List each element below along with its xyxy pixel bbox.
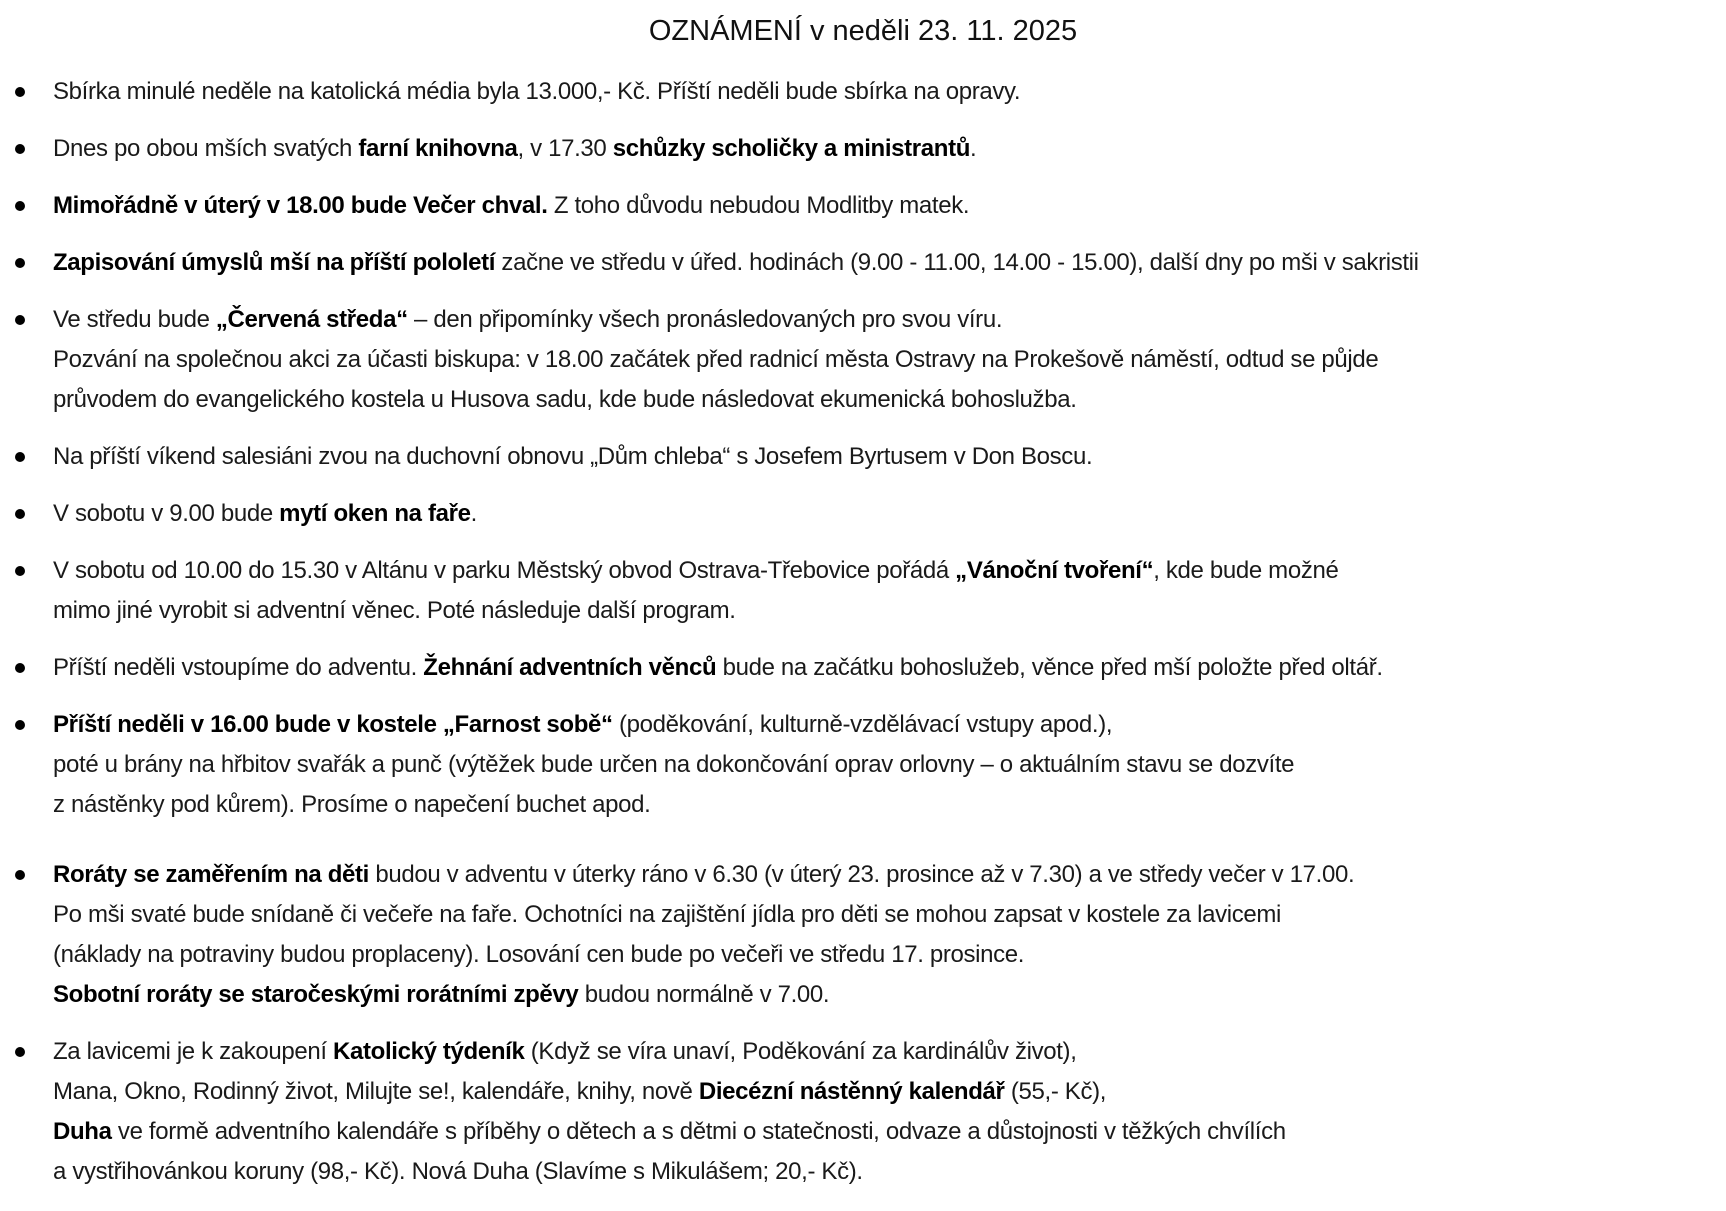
text: Příští neděli vstoupíme do adventu. [53, 654, 424, 681]
bold-text: Sobotní roráty se staročeskými rorátními zpěvy [53, 981, 579, 1008]
bold-text: Mimořádně v úterý v 18.00 bude Večer chval. [53, 192, 548, 219]
bullet-icon [15, 566, 25, 576]
announcement-line [53, 72, 1720, 112]
text: budou normálně v 7.00. [578, 981, 830, 1008]
text: (Když se víra unaví, Poděkování za kardinálův život), [524, 1038, 1077, 1065]
announcement-line [53, 591, 1720, 631]
announcement-list [0, 72, 1726, 1209]
bold-text: mytí oken na faře [279, 500, 471, 527]
bold-text: schůzky scholičky a ministrantů [612, 135, 971, 162]
announcement-item [0, 129, 1726, 169]
announcement-line [53, 975, 1720, 1015]
text: ve formě adventního kalendáře s příběhy o dětech a s dětmi o statečnosti, odvaze a důstojnosti v těžkých chvílích [111, 1118, 1286, 1145]
bullet-icon [15, 201, 25, 211]
bullet-icon [15, 144, 25, 154]
bold-text: Žehnání adventních věnců [423, 654, 717, 681]
text: . [470, 500, 477, 527]
announcement-line [53, 745, 1720, 785]
page-title: OZNÁMENÍ v neděli 23. 11. 2025 [648, 15, 1078, 47]
text: z nástěnky pod kůrem). Prosíme o napečení buchet apod. [53, 791, 651, 818]
bullet-icon [15, 720, 25, 730]
text: Pozvání na společnou akci za účasti biskupa: v 18.00 začátek před radnicí města Ostravy na Prokešově náměstí, odtud se půjde [53, 346, 1379, 373]
text: poté u brány na hřbitov svařák a punč (výtěžek bude určen na dokončování oprav orlovny – o aktuálním stavu se dozvíte [53, 751, 1295, 778]
bold-text: Příští neděli v 16.00 bude v kostele „Farnost sobě“ [53, 711, 613, 738]
text: (náklady na potraviny budou proplaceny). Losování cen bude po večeři ve středu 17. prosince. [53, 941, 1025, 968]
bold-text: „Červená středa“ [215, 306, 408, 333]
announcement-line [53, 129, 1720, 169]
text: mimo jiné vyrobit si adventní věnec. Poté následuje další program. [53, 597, 736, 624]
announcement-item [0, 551, 1726, 631]
bullet-icon [15, 452, 25, 462]
bold-text: Zapisování úmyslů mší na příští pololetí [53, 249, 496, 276]
announcement-line [53, 551, 1720, 591]
announcement-item [0, 1032, 1726, 1192]
text: Ve středu bude [53, 306, 216, 333]
announcement-item [0, 186, 1726, 226]
announcement-item [0, 72, 1726, 112]
text: Dnes po obou mších svatých [53, 135, 359, 162]
announcement-item [0, 705, 1726, 825]
announcement-item [0, 648, 1726, 688]
text: (55,- Kč), [1004, 1078, 1107, 1105]
text: Z toho důvodu nebudou Modlitby matek. [547, 192, 970, 219]
announcement-line [53, 1072, 1720, 1112]
announcement-line [53, 186, 1720, 226]
announcement-line [53, 437, 1720, 477]
announcement-item [0, 855, 1726, 1015]
text: (poděkování, kulturně-vzdělávací vstupy apod.), [612, 711, 1113, 738]
text: a vystřihovánkou koruny (98,- Kč). Nová Duha (Slavíme s Mikulášem; 20,- Kč). [53, 1158, 863, 1185]
text: bude na začátku bohoslužeb, věnce před mší položte před oltář. [716, 654, 1383, 681]
text: – den připomínky všech pronásledovaných pro svou víru. [407, 306, 1003, 333]
bold-text: Duha [53, 1118, 112, 1145]
announcement-line [53, 1152, 1720, 1192]
bullet-icon [15, 87, 25, 97]
announcement-item [0, 437, 1726, 477]
announcement-line [53, 895, 1720, 935]
text: Mana, Okno, Rodinný život, Milujte se!, kalendáře, knihy, nově [53, 1078, 699, 1105]
bullet-icon [15, 1047, 25, 1057]
announcement-line [53, 648, 1720, 688]
text: , kde bude možné [1153, 557, 1339, 584]
announcement-line [53, 705, 1720, 745]
text: průvodem do evangelického kostela u Husova sadu, kde bude následovat ekumenická bohoslužba. [53, 386, 1077, 413]
text: V sobotu v 9.00 bude [53, 500, 280, 527]
announcement-line [53, 340, 1720, 380]
bold-text: Katolický týdeník [333, 1038, 525, 1065]
announcement-line [53, 494, 1720, 534]
bullet-icon [15, 258, 25, 268]
bullet-icon [15, 870, 25, 880]
announcement-item [0, 243, 1726, 283]
text: V sobotu od 10.00 do 15.30 v Altánu v parku Městský obvod Ostrava-Třebovice pořádá [53, 557, 956, 584]
bold-text: Diecézní nástěnný kalendář [698, 1078, 1005, 1105]
announcement-line [53, 785, 1720, 825]
text: Na příští víkend salesiáni zvou na duchovní obnovu „Dům chleba“ s Josefem Byrtusem v Don Boscu. [53, 443, 1093, 470]
bold-text: farní knihovna [358, 135, 518, 162]
text: Sbírka minulé neděle na katolická média byla 13.000,- Kč. Příští neděli bude sbírka na opravy. [53, 78, 1021, 105]
announcement-line [53, 243, 1720, 283]
text: začne ve středu v úřed. hodinách (9.00 - 11.00, 14.00 - 15.00), další dny po mši v sakristii [495, 249, 1419, 276]
text: Za lavicemi je k zakoupení [53, 1038, 334, 1065]
announcement-line [53, 1112, 1720, 1152]
bold-text: Roráty se zaměřením na děti [53, 861, 370, 888]
text: budou v adventu v úterky ráno v 6.30 (v úterý 23. prosince až v 7.30) a ve středy večer v 17.00. [369, 861, 1355, 888]
text: Po mši svaté bude snídaně či večeře na faře. Ochotníci na zajištění jídla pro děti se mohou zapsat v kostele za lavicemi [53, 901, 1281, 928]
bold-text: „Vánoční tvoření“ [955, 557, 1154, 584]
bullet-icon [15, 663, 25, 673]
announcement-line [53, 935, 1720, 975]
announcement-line [53, 1032, 1720, 1072]
announcement-item [0, 300, 1726, 420]
announcement-line [53, 855, 1720, 895]
announcement-line [53, 300, 1720, 340]
announcement-line [53, 380, 1720, 420]
bullet-icon [15, 509, 25, 519]
text: . [970, 135, 977, 162]
announcement-item [0, 494, 1726, 534]
bullet-icon [15, 315, 25, 325]
text: , v 17.30 [517, 135, 613, 162]
